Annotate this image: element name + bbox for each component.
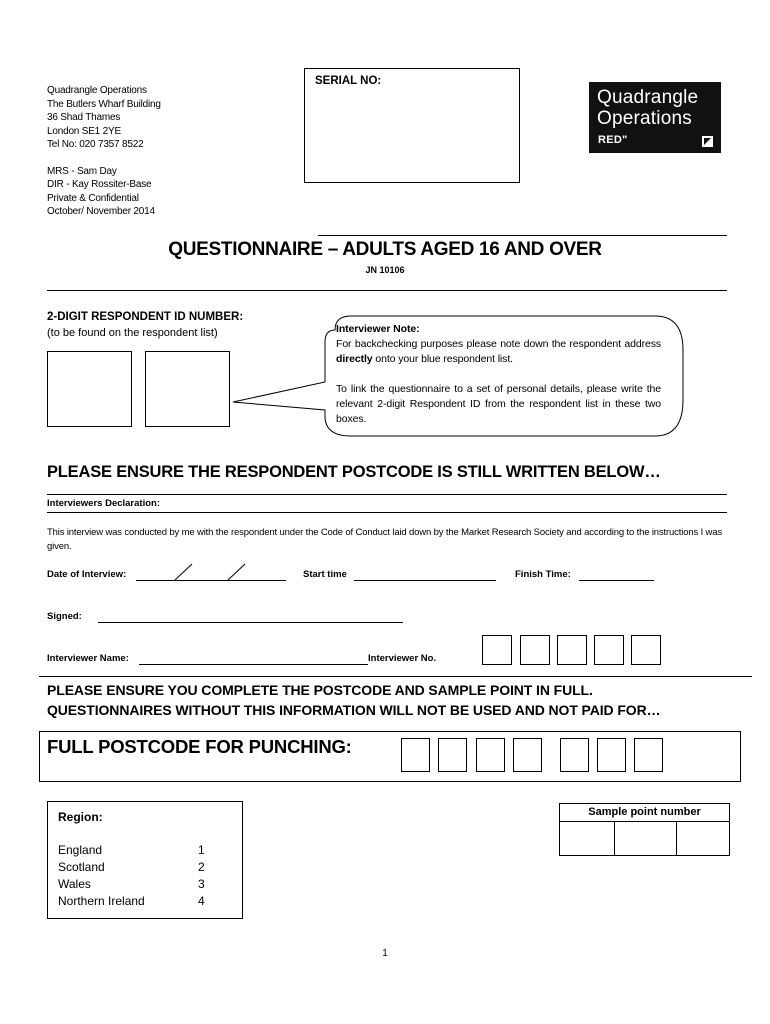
address-line: London SE1 2YE <box>47 125 121 137</box>
list-item[interactable]: Wales 3 <box>58 877 205 891</box>
divider <box>39 676 752 677</box>
interviewer-number-box[interactable] <box>482 635 512 665</box>
phone-line: Tel No: 020 7357 8522 <box>47 139 144 150</box>
signature-field[interactable] <box>98 622 403 623</box>
postcode-char-box[interactable] <box>560 738 589 772</box>
finish-time-label: Finish Time: <box>515 569 571 580</box>
date-label: Date of Interview: <box>47 569 127 580</box>
divider <box>47 290 727 291</box>
respondent-id-digit-2[interactable] <box>145 351 230 427</box>
interviewer-note <box>336 322 661 427</box>
postcode-label: FULL POSTCODE FOR PUNCHING: <box>47 736 352 757</box>
interviewer-number-box[interactable] <box>631 635 661 665</box>
confidential-note: Private & Confidential <box>47 192 139 204</box>
interviewer-number-box[interactable] <box>557 635 587 665</box>
document-date: October/ November 2014 <box>47 206 155 217</box>
page-title: QUESTIONNAIRE – ADULTS AGED 16 AND OVER <box>168 239 602 260</box>
sample-point-label: Sample point number <box>559 803 730 822</box>
list-item[interactable]: England 1 <box>58 843 205 857</box>
finish-time-field[interactable] <box>579 580 654 581</box>
postcode-char-box[interactable] <box>634 738 663 772</box>
interviewer-name-label: Interviewer Name: <box>47 653 129 664</box>
address-line: 36 Shad Thames <box>47 112 121 123</box>
postcode-char-box[interactable] <box>401 738 430 772</box>
list-item[interactable]: Northern Ireland 4 <box>58 894 205 908</box>
note-paragraph: For backchecking purposes please note down the respondent address directly onto your blue respondent list. <box>336 338 661 365</box>
respondent-id-label: 2-DIGIT RESPONDENT ID NUMBER: <box>47 311 244 323</box>
address-line: The Butlers Wharf Building <box>47 98 161 110</box>
declaration-text: This interview was conducted by me with the respondent under the Code of Conduct laid down by the Market Research Society and according to the instructions I was given. <box>47 527 723 552</box>
arrow-corner-icon <box>702 136 713 147</box>
sender-address <box>47 84 161 219</box>
divider <box>47 494 727 495</box>
job-number: JN 10106 <box>365 265 405 275</box>
divider <box>318 235 727 236</box>
sample-point-cell[interactable] <box>559 821 615 856</box>
interviewer-name-field[interactable] <box>139 664 368 665</box>
address-line: Quadrangle Operations <box>47 85 147 96</box>
company-logo: Quadrangle Operations RED" <box>589 82 721 153</box>
serial-number-box[interactable] <box>304 68 520 183</box>
sample-point-cell[interactable] <box>676 821 730 856</box>
postcode-char-box[interactable] <box>438 738 467 772</box>
postcode-notice: PLEASE ENSURE THE RESPONDENT POSTCODE IS STILL WRITTEN BELOW… <box>47 463 661 481</box>
declaration-title: Interviewers Declaration: <box>47 498 160 509</box>
sample-point-cell[interactable] <box>614 821 677 856</box>
respondent-id-hint: (to be found on the respondent list) <box>47 327 218 339</box>
note-heading: Interviewer Note: <box>336 323 420 335</box>
start-time-label: Start time <box>303 569 347 580</box>
note-paragraph: To link the questionnaire to a set of personal details, please write the relevant 2-digit Respondent ID from the respondent list in these two boxes. <box>336 383 661 425</box>
interviewer-number-label: Interviewer No. <box>368 653 437 664</box>
region-list <box>58 842 208 910</box>
interviewer-number-box[interactable] <box>594 635 624 665</box>
contact-row: DIR - Kay Rossiter-Base <box>47 179 152 190</box>
start-time-field[interactable] <box>354 580 496 581</box>
divider <box>47 512 727 513</box>
interviewer-number-box[interactable] <box>520 635 550 665</box>
region-box <box>47 801 243 919</box>
postcode-char-box[interactable] <box>476 738 505 772</box>
completion-notice: PLEASE ENSURE YOU COMPLETE THE POSTCODE AND SAMPLE POINT IN FULL. QUESTIONNAIRES WITHOUT THIS INFORMATION WILL NOT BE USED AND NOT PAID FOR… <box>47 682 661 718</box>
contact-row: MRS - Sam Day <box>47 165 117 177</box>
postcode-char-box[interactable] <box>513 738 542 772</box>
postcode-char-box[interactable] <box>597 738 626 772</box>
page-number: 1 <box>382 948 388 959</box>
region-title: Region: <box>58 810 103 824</box>
date-separators <box>170 562 250 582</box>
respondent-id-digit-1[interactable] <box>47 351 132 427</box>
serial-label: SERIAL NO: <box>315 75 382 87</box>
signed-label: Signed: <box>47 611 82 622</box>
list-item[interactable]: Scotland 2 <box>58 860 205 874</box>
